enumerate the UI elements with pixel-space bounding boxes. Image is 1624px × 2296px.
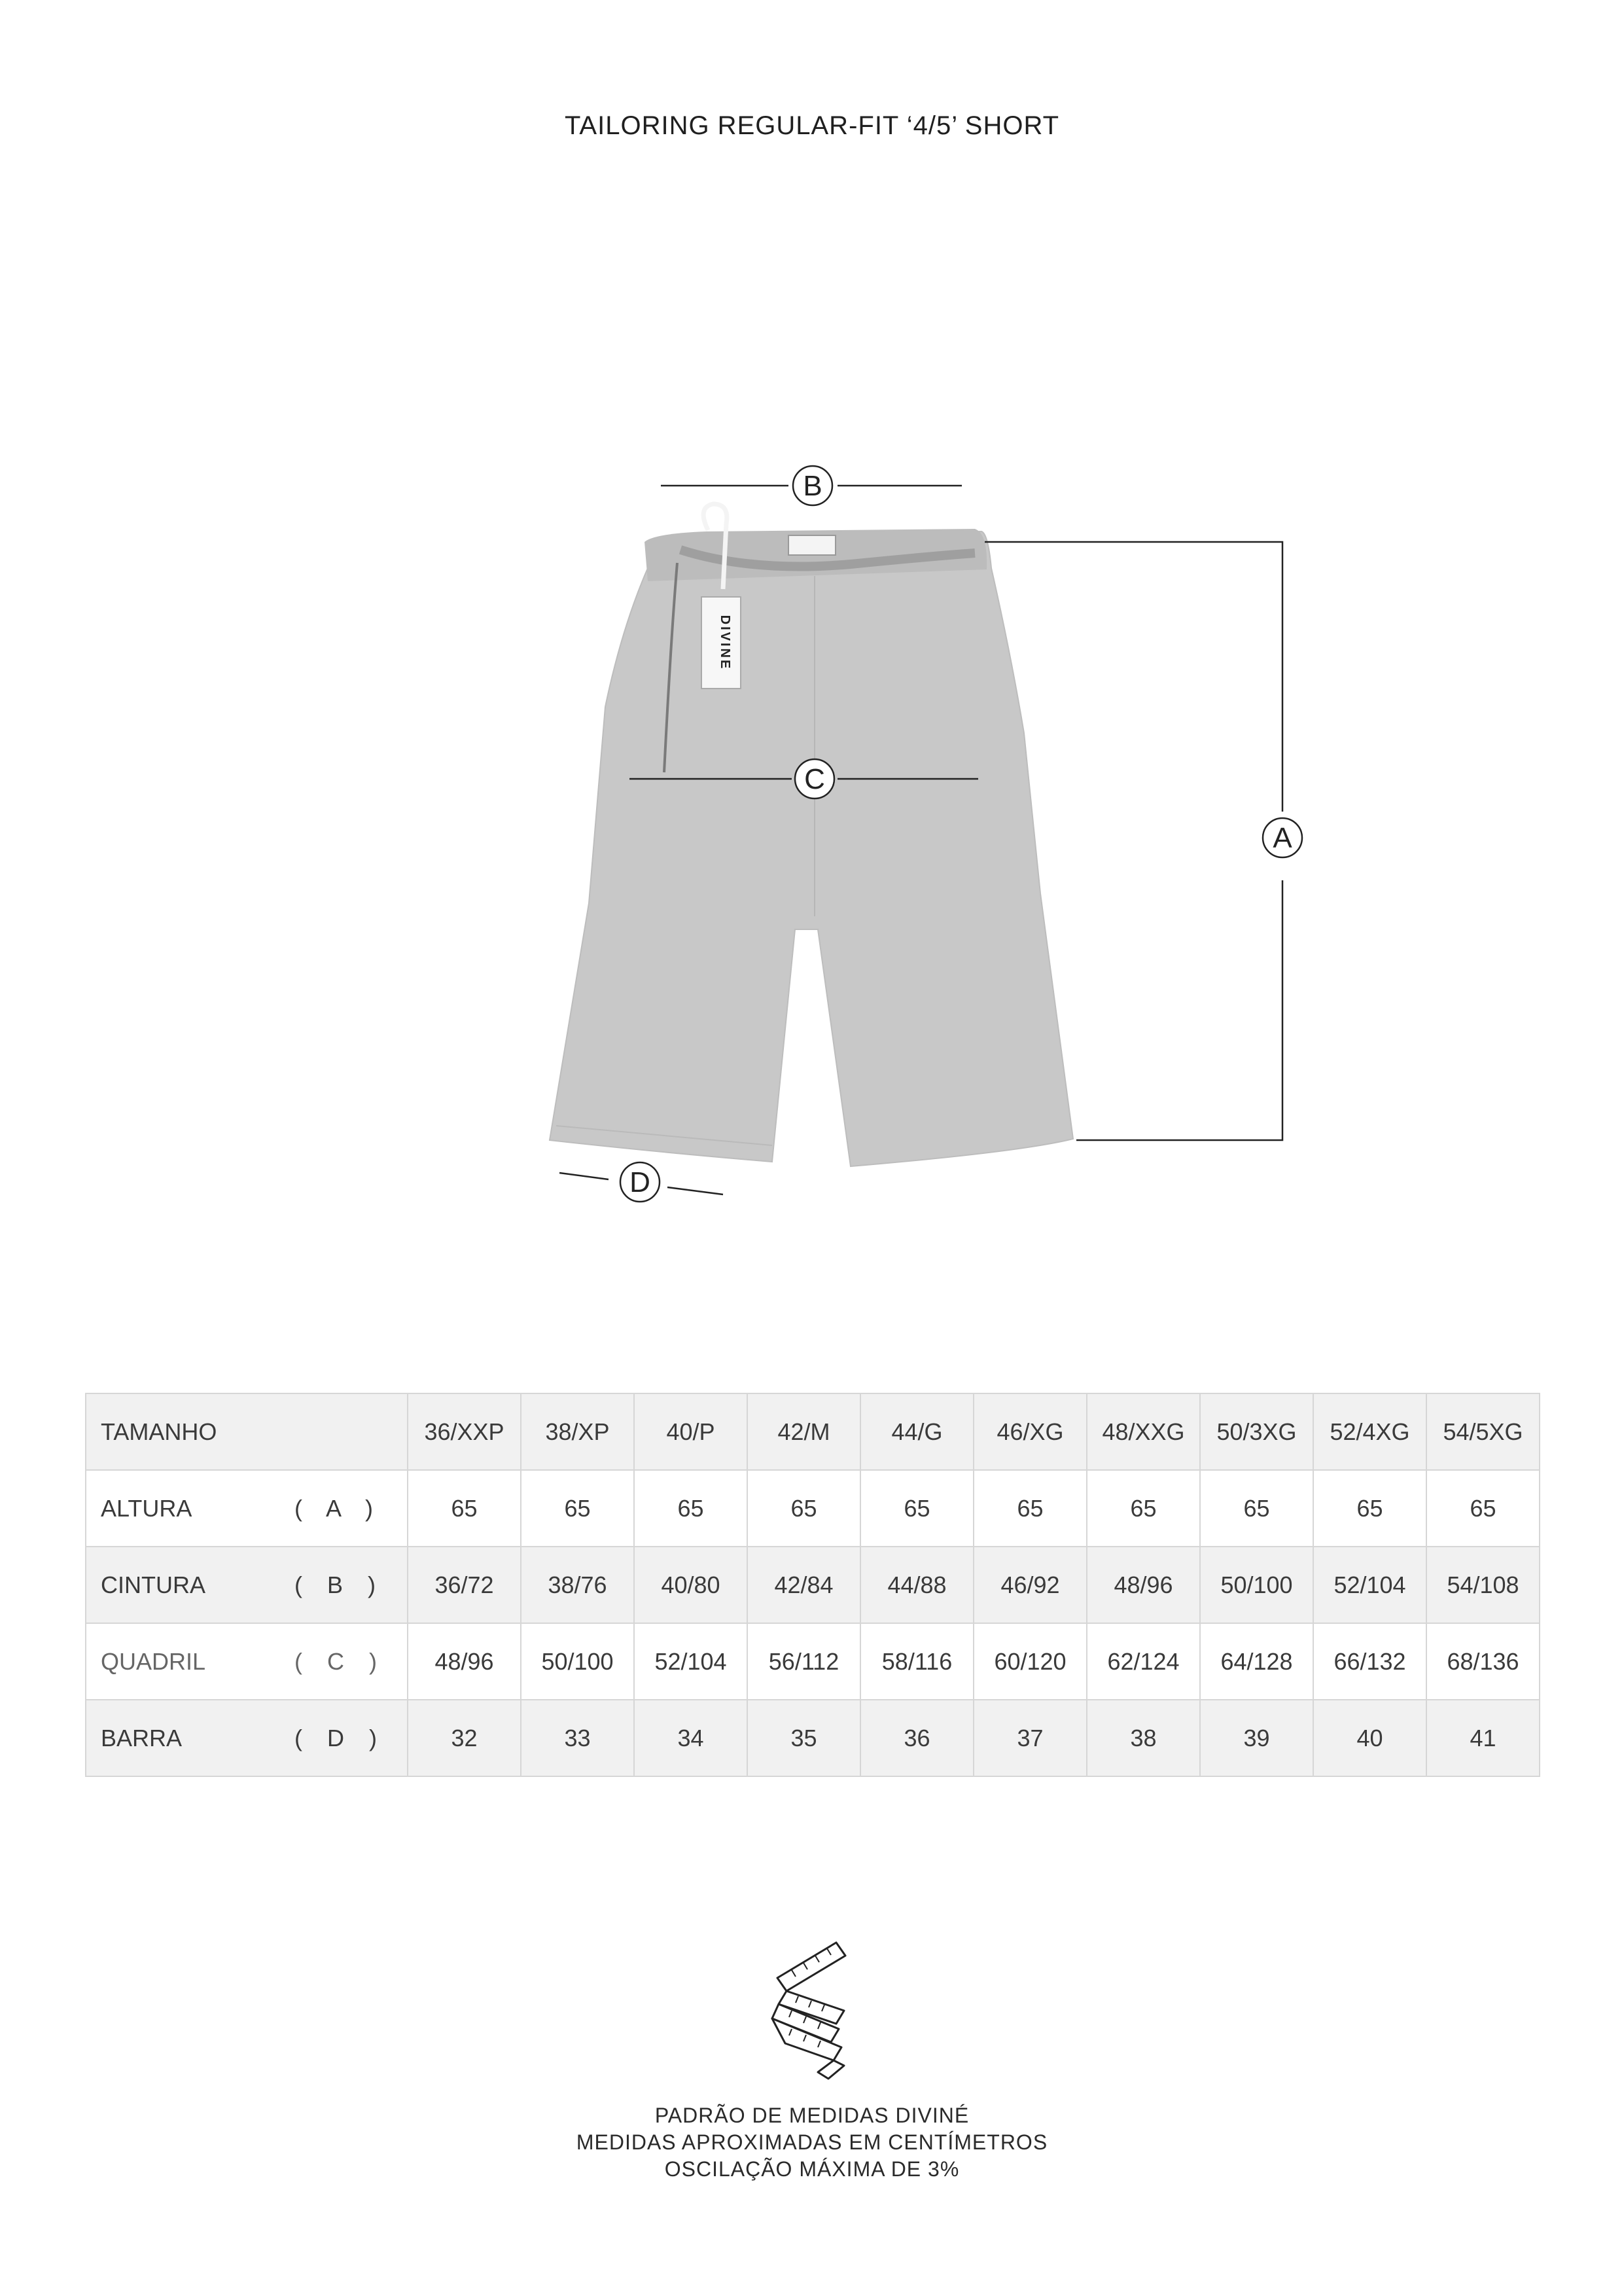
footer-notes (0, 2102, 1624, 2183)
table-cell: 41 (1426, 1700, 1540, 1776)
size-col: 44/G (860, 1393, 974, 1470)
row-code: ( A ) (294, 1494, 383, 1522)
row-code: ( C ) (294, 1647, 386, 1675)
table-cell: 50/100 (521, 1623, 634, 1700)
table-cell: 39 (1200, 1700, 1313, 1776)
table-cell: 40/80 (634, 1547, 747, 1623)
table-cell: 36 (860, 1700, 974, 1776)
row-label-text: ALTURA (101, 1494, 192, 1522)
table-cell: 35 (747, 1700, 860, 1776)
row-label (86, 1623, 408, 1700)
row-code: ( D ) (294, 1724, 386, 1751)
table-cell: 33 (521, 1700, 634, 1776)
row-label (86, 1547, 408, 1623)
size-col: 48/XXG (1087, 1393, 1200, 1470)
table-cell: 48/96 (408, 1623, 521, 1700)
table-cell: 65 (974, 1470, 1087, 1547)
footer-line-1: PADRÃO DE MEDIDAS DIVINÉ (654, 2104, 970, 2127)
table-row (86, 1700, 1540, 1776)
hang-tag-text: DIVINE (718, 615, 732, 671)
row-label-text: QUADRIL (101, 1647, 206, 1675)
size-col: 52/4XG (1313, 1393, 1426, 1470)
table-cell: 52/104 (634, 1623, 747, 1700)
page-title: TAILORING REGULAR-FIT ‘4/5’ SHORT (564, 111, 1060, 140)
footer-line-3: OSCILAÇÃO MÁXIMA DE 3% (664, 2157, 960, 2181)
size-col: 42/M (747, 1393, 860, 1470)
table-cell: 54/108 (1426, 1547, 1540, 1623)
table-row (86, 1547, 1540, 1623)
measuring-tape-icon (766, 1937, 857, 2081)
table-cell: 34 (634, 1700, 747, 1776)
table-cell: 52/104 (1313, 1547, 1426, 1623)
measure-d (559, 1162, 723, 1202)
table-row (86, 1623, 1540, 1700)
footer-line-2: MEDIDAS APROXIMADAS EM CENTÍMETROS (576, 2130, 1048, 2154)
size-col: 38/XP (521, 1393, 634, 1470)
table-cell: 66/132 (1313, 1623, 1426, 1700)
garment-diagram (0, 419, 1624, 1244)
table-cell: 56/112 (747, 1623, 860, 1700)
table-cell: 37 (974, 1700, 1087, 1776)
size-col: 40/P (634, 1393, 747, 1470)
table-cell: 38 (1087, 1700, 1200, 1776)
shorts-illustration (550, 504, 1073, 1166)
table-cell: 38/76 (521, 1547, 634, 1623)
table-cell: 42/84 (747, 1547, 860, 1623)
table-cell: 60/120 (974, 1623, 1087, 1700)
hang-tag (701, 597, 741, 689)
table-cell: 65 (1313, 1470, 1426, 1547)
table-cell: 44/88 (860, 1547, 974, 1623)
table-cell: 40 (1313, 1700, 1426, 1776)
table-cell: 65 (521, 1470, 634, 1547)
table-cell: 64/128 (1200, 1623, 1313, 1700)
table-cell: 65 (1200, 1470, 1313, 1547)
table-cell: 65 (860, 1470, 974, 1547)
header-label: TAMANHO (86, 1393, 408, 1470)
table-cell: 62/124 (1087, 1623, 1200, 1700)
table-cell: 48/96 (1087, 1547, 1200, 1623)
table-cell: 50/100 (1200, 1547, 1313, 1623)
table-cell: 68/136 (1426, 1623, 1540, 1700)
row-code: ( B ) (294, 1571, 385, 1598)
table-cell: 65 (634, 1470, 747, 1547)
table-cell: 36/72 (408, 1547, 521, 1623)
label-b: B (803, 470, 822, 502)
table-row (86, 1470, 1540, 1547)
measure-b (661, 466, 962, 505)
size-col: 54/5XG (1426, 1393, 1540, 1470)
brand-label (788, 535, 836, 555)
table-cell: 65 (1426, 1470, 1540, 1547)
size-col: 50/3XG (1200, 1393, 1313, 1470)
row-label (86, 1470, 408, 1547)
size-col: 46/XG (974, 1393, 1087, 1470)
table-header-row (86, 1393, 1540, 1470)
table-cell: 65 (747, 1470, 860, 1547)
size-table (85, 1393, 1540, 1777)
table-cell: 65 (1087, 1470, 1200, 1547)
table-cell: 46/92 (974, 1547, 1087, 1623)
row-label-text: BARRA (101, 1724, 183, 1751)
label-a: A (1273, 822, 1292, 854)
label-c: C (804, 763, 825, 795)
table-cell: 32 (408, 1700, 521, 1776)
label-d: D (629, 1166, 650, 1198)
row-label-text: CINTURA (101, 1571, 205, 1598)
shorts-body (550, 531, 1073, 1166)
table-cell: 65 (408, 1470, 521, 1547)
row-label (86, 1700, 408, 1776)
size-col: 36/XXP (408, 1393, 521, 1470)
table-cell: 58/116 (860, 1623, 974, 1700)
